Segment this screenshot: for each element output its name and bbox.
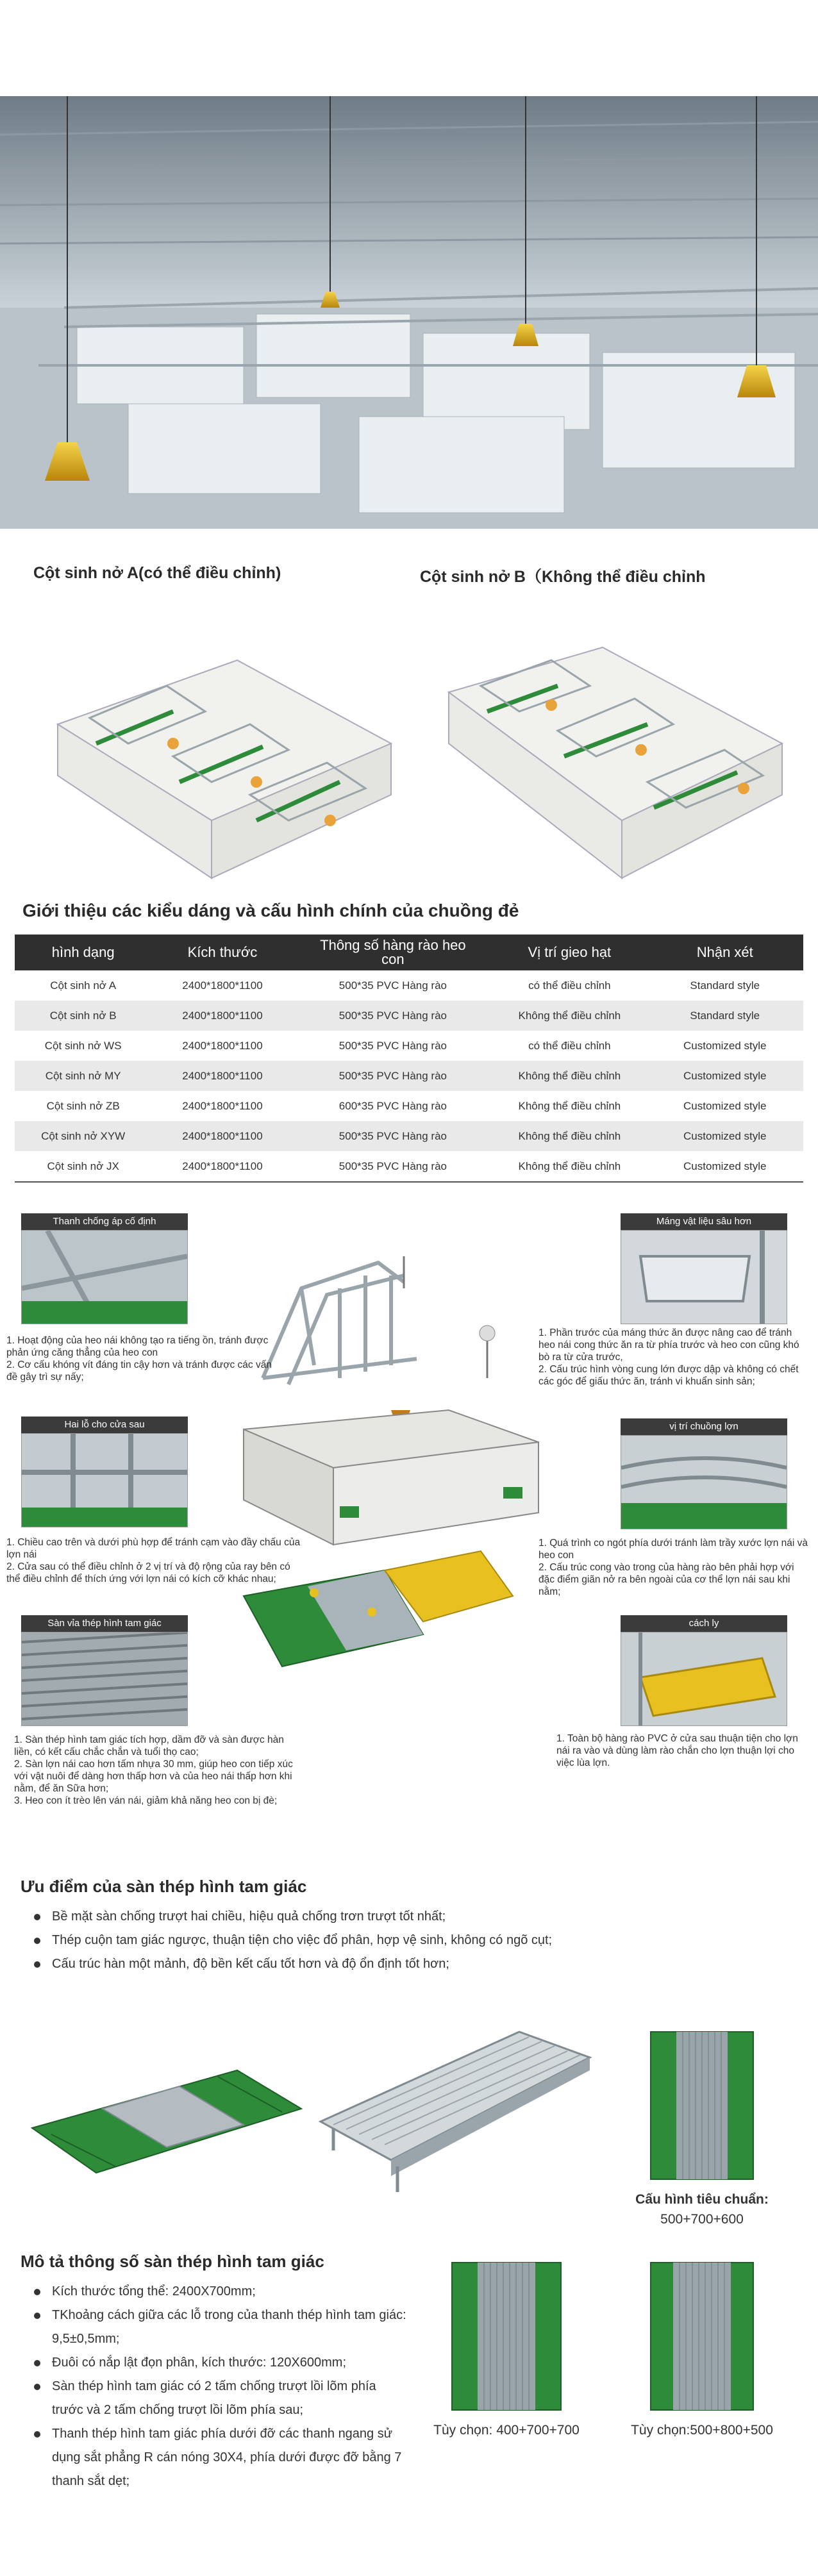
table-cell: 2400*1800*1100: [151, 1061, 293, 1091]
table-cell: Standard style: [690, 979, 760, 992]
table-row: [15, 1031, 803, 1061]
crate-b-heading: Cột sinh nở B（Không thể điều chỉnh: [420, 568, 706, 586]
table-cell: Không thể điều chỉnh: [518, 1159, 621, 1172]
list-item: Bề mặt sàn chống trượt hai chiều, hiệu quả chống trơn trượt tốt nhất;: [29, 1905, 785, 1929]
col-header: Vị trí gieo hạt: [492, 935, 646, 970]
crate-exploded-diagram: [212, 1237, 571, 1686]
table-cell: Không thể điều chỉnh: [492, 1061, 646, 1091]
list-item: Đuôi có nắp lật đọn phân, kích thước: 120X600mm;: [29, 2351, 407, 2375]
callout-label: cách ly: [621, 1615, 787, 1632]
hero-barn-photo: [0, 96, 818, 529]
list-item: Cấu trúc hàn một mảnh, độ bền kết cấu tốt hơn và độ ổn định tốt hơn;: [29, 1952, 785, 1976]
list-item: Kích thước tổng thể: 2400X700mm;: [29, 2280, 407, 2304]
steel-floor-image: [308, 2019, 596, 2211]
callout-photo: [21, 1632, 188, 1726]
table-cell: Customized style: [683, 1099, 767, 1112]
table-row: [15, 970, 803, 1001]
table-cell: 2400*1800*1100: [151, 1001, 293, 1031]
barn-interior-illustration: [0, 96, 818, 529]
table-header-row: [15, 935, 803, 970]
callout-triangle-floor: [21, 1615, 188, 1726]
standard-config-label: Cấu hình tiêu chuẩn:: [635, 2192, 769, 2207]
table-row: [15, 1121, 803, 1151]
callout-label: Máng vật liệu sâu hơn: [621, 1213, 787, 1230]
table-cell: Cột sinh nở ZB: [46, 1099, 120, 1112]
table-cell: Customized style: [647, 1121, 803, 1151]
callout-4-text: 1. Phần trước của máng thức ăn được nâng cao để tránh heo nái cong thức ăn ra từ phía trước và heo con cũng khó bò ra từ cửa trước, 2. Cấu trúc hình vòng cung lớn được dập và không có chết các góc để giấu thức ăn, tránh vi khuẩn sinh sản;: [538, 1327, 799, 1387]
table-cell: 2400*1800*1100: [182, 1159, 263, 1172]
option-1-label: Tùy chọn: 400+700+700: [433, 2423, 580, 2438]
callout-6-text: 1. Toàn bộ hàng rào PVC ở cửa sau thuận tiện cho lợn nái ra vào và dùng làm rào chắn cho lợn thuận lợi cho việc lùa lợn.: [556, 1733, 798, 1768]
table-cell: 2400*1800*1100: [182, 1039, 263, 1052]
spec-table: [15, 935, 803, 1183]
table-cell: Standard style: [647, 1001, 803, 1031]
table-cell: Cột sinh nở A: [50, 979, 117, 992]
table-cell: 2400*1800*1100: [182, 979, 263, 992]
table-cell: 600*35 PVC Hàng rào: [338, 1099, 447, 1112]
callout-photo: [621, 1435, 787, 1529]
list-item: Sàn thép hình tam giác có 2 tấm chống trượt lồi lõm phía trước và 2 tấm chống trượt lồi lõm phía sau;: [29, 2375, 407, 2422]
table-cell: Cột sinh nở B: [15, 1001, 151, 1031]
callout-2-text: 1. Chiều cao trên và dưới phù hợp để tránh cạm vào đầy chấu của lợn nái 2. Cửa sau có thể điều chỉnh ở 2 vị trí và độ rộng của ray bên có thể điều chỉnh để thích ứng với lợn nái có kích cỡ khác nhau;: [6, 1537, 301, 1584]
callout-deep-trough: [621, 1213, 787, 1324]
standard-config-image: [638, 2025, 766, 2186]
table-row: [15, 1151, 803, 1182]
specs-list: [29, 2280, 407, 2493]
table-row: [15, 1091, 803, 1121]
crate-b-image: [442, 635, 801, 891]
table-cell: 2400*1800*1100: [182, 1099, 263, 1112]
list-item: Thanh thép hình tam giác phía dưới đỡ các thanh ngang sử dụng sắt phẳng R cán nóng 30X4, phía dưới được đỡ bằng 7 thanh sắt dẹt;: [29, 2422, 407, 2493]
callout-3-text: 1. Sàn thép hình tam giác tích hợp, dầm đỡ và sàn được hàn liền, có kết cấu chắc chắn và tuổi thọ cao; 2. Sàn lợn nái cao hơn tấm nhựa 30 mm, giúp heo con tiếp xúc với vật nuôi để dàng hơn thấp hơn và của heo nái thấp hơn khi nằm, để ăn Sữa hơn; 3. Heo con ít trèo lên ván nái, giảm khả năng heo con bị đè;: [14, 1734, 293, 1806]
table-row: [15, 1001, 803, 1031]
callout-anti-crush-bar: [21, 1213, 188, 1324]
table-cell: Cột sinh nở XYW: [15, 1121, 151, 1151]
crate-a-image: [45, 635, 404, 891]
table-cell: có thể điều chỉnh: [528, 979, 611, 992]
callout-pen-position: [621, 1418, 787, 1529]
callout-label: Hai lỗ cho cửa sau: [21, 1417, 188, 1433]
callout-photo: [21, 1433, 188, 1527]
table-cell: Không thể điều chỉnh: [492, 1121, 646, 1151]
table-cell: 500*35 PVC Hàng rào: [294, 1121, 493, 1151]
table-heading: Giới thiệu các kiểu dáng và cấu hình chính của chuồng đẻ: [22, 901, 519, 920]
table-cell: Customized style: [647, 1061, 803, 1091]
advantages-list: [29, 1905, 785, 1976]
crate-a-heading: Cột sinh nở A(có thể điều chỉnh): [33, 564, 281, 582]
callout-5-text: 1. Quá trình co ngót phía dưới tránh làm trầy xước lợn nái và heo con 2. Cấu trúc cong vào trong của hàng rào bên phải hợp với đặc điểm giãn nở ra bên ngoài của cơ thể lợn nái sau khi nằm;: [538, 1538, 808, 1597]
callout-photo: [21, 1230, 188, 1324]
floor-assembly-image: [26, 2038, 308, 2192]
col-header: Nhận xét: [647, 935, 803, 970]
callout-isolation: [621, 1615, 787, 1726]
advantages-title: Ưu điểm của sàn thép hình tam giác: [21, 1877, 307, 1896]
table-cell: Customized style: [683, 1159, 767, 1172]
standard-config-value: 500+700+600: [660, 2212, 744, 2227]
spec-table-wrap: [15, 935, 803, 1183]
callout-label: Thanh chống áp cố định: [21, 1213, 188, 1230]
callout-rear-holes: [21, 1417, 188, 1527]
callout-photo: [621, 1632, 787, 1726]
callout-label: vị trí chuồng lợn: [621, 1418, 787, 1435]
table-cell: có thể điều chỉnh: [528, 1039, 611, 1052]
table-cell: 500*35 PVC Hàng rào: [338, 1159, 447, 1172]
callout-label: Sàn vỉa thép hình tam giác: [21, 1615, 188, 1632]
table-cell: Cột sinh nở WS: [44, 1039, 122, 1052]
table-cell: 500*35 PVC Hàng rào: [338, 1039, 447, 1052]
table-cell: 2400*1800*1100: [151, 1121, 293, 1151]
callout-photo: [621, 1230, 787, 1324]
table-cell: Cột sinh nở JX: [47, 1159, 119, 1172]
table-cell: 500*35 PVC Hàng rào: [338, 979, 447, 992]
table-cell: Không thể điều chỉnh: [492, 1001, 646, 1031]
table-cell: Không thể điều chỉnh: [518, 1099, 621, 1112]
col-header: Thông số hàng rào heo con: [294, 935, 493, 970]
table-cell: 500*35 PVC Hàng rào: [294, 1001, 493, 1031]
option-2-label: Tùy chọn:500+800+500: [631, 2423, 773, 2438]
option-2-image: [638, 2256, 766, 2416]
list-item: Thép cuộn tam giác ngược, thuận tiện cho việc đổ phân, hợp vệ sinh, không có ngõ cụt;: [29, 1929, 785, 1952]
table-row: [15, 1061, 803, 1091]
table-cell: Customized style: [683, 1039, 767, 1052]
col-header: Kích thước: [151, 935, 293, 970]
callout-1-text: 1. Hoạt động của heo nái không tạo ra tiếng ồn, tránh được phản ứng căng thẳng của heo con 2. Cơ cấu khóng vít đáng tin cậy hơn và tránh được các vấn đề gây trì sự nấy;: [6, 1335, 272, 1383]
list-item: TKhoảng cách giữa các lỗ trong của thanh thép hình tam giác: 9,5±0,5mm;: [29, 2304, 407, 2351]
specs-title: Mô tả thông số sàn thép hình tam giác: [21, 2252, 324, 2271]
col-header: hình dạng: [15, 935, 151, 970]
table-cell: Cột sinh nở MY: [15, 1061, 151, 1091]
table-cell: 500*35 PVC Hàng rào: [294, 1061, 493, 1091]
option-1-image: [442, 2256, 571, 2416]
